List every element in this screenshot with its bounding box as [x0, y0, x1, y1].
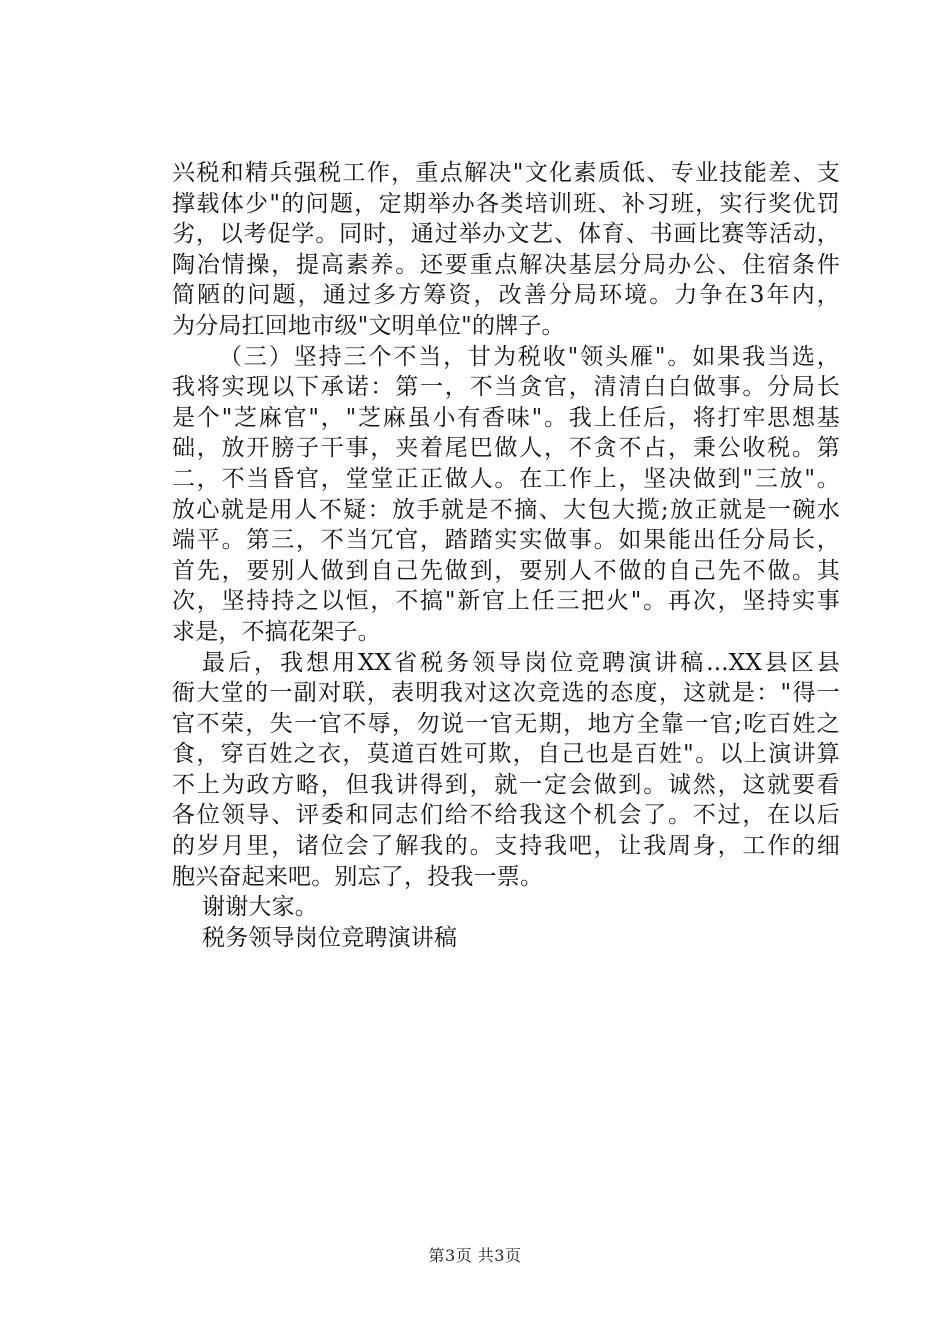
text-line: 食，穿百姓之衣，莫道百姓可欺，自己也是百姓"。以上演讲算	[172, 741, 840, 768]
text-line: 简陋的问题，通过多方筹资，改善分局环境。力争在3年内，	[172, 282, 840, 309]
text-line: 首先，要别人做到自己先做到，要别人不做的自己先不做。其	[172, 557, 840, 584]
document-title-line: 税务领导岗位竞聘演讲稿	[202, 924, 458, 951]
text-line: 我将实现以下承诺：第一，不当贪官，清清白白做事。分局长	[172, 374, 840, 401]
paragraph-start-line: 最后，我想用XX省税务领导岗位竞聘演讲稿...XX县区县	[202, 649, 840, 676]
page-number-footer: 第3页 共3页	[428, 1246, 522, 1265]
text-line: 撑载体少"的问题，定期举办各类培训班、补习班，实行奖优罚	[172, 190, 840, 217]
text-line: 的岁月里，诸位会了解我的。支持我吧，让我周身，工作的细	[172, 833, 840, 860]
text-line: 为分局扛回地市级"文明单位"的牌子。	[172, 312, 565, 339]
text-line: 是个"芝麻官"，"芝麻虽小有香味"。我上任后，将打牢思想基	[172, 404, 840, 431]
text-line: 端平。第三，不当冗官，踏踏实实做事。如果能出任分局长，	[172, 527, 840, 554]
text-line: 础，放开膀子干事，夹着尾巴做人，不贪不占，秉公收税。第	[172, 435, 840, 462]
text-line: 不上为政方略，但我讲得到，就一定会做到。诚然，这就要看	[172, 771, 840, 798]
text-line: 放心就是用人不疑：放手就是不摘、大包大揽;放正就是一碗水	[172, 496, 840, 523]
paragraph-start-line: （三）坚持三个不当，甘为税收"领头雁"。如果我当选，	[219, 343, 840, 370]
document-body	[172, 158, 840, 953]
text-line: 二，不当昏官，堂堂正正做人。在工作上，坚决做到"三放"。	[172, 465, 840, 492]
text-line: 劣，以考促学。同时，通过举办文艺、体育、书画比赛等活动，	[172, 221, 840, 248]
text-line: 求是，不搞花架子。	[172, 618, 381, 645]
text-line: 胞兴奋起来吧。别忘了，投我一票。	[172, 863, 544, 890]
text-line: 衙大堂的一副对联，表明我对这次竞选的态度，这就是："得一	[172, 680, 840, 707]
text-line: 官不荣，失一官不辱，勿说一官无期，地方全靠一官;吃百姓之	[172, 710, 840, 737]
text-line: 兴税和精兵强税工作，重点解决"文化素质低、专业技能差、支	[172, 160, 840, 186]
text-line: 陶冶情操，提高素养。还要重点解决基层分局办公、住宿条件	[172, 251, 840, 278]
text-line: 次，坚持持之以恒，不搞"新官上任三把火"。再次，坚持实事	[172, 588, 840, 615]
closing-line: 谢谢大家。	[202, 894, 318, 921]
text-line: 各位领导、评委和同志们给不给我这个机会了。不过，在以后	[172, 802, 840, 829]
